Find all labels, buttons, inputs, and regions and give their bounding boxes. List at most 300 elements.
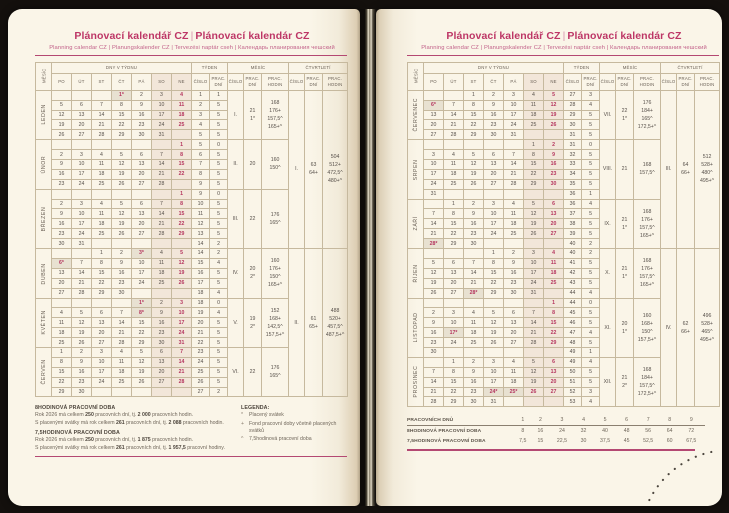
day-cell (524, 189, 544, 199)
value-line: 168 (642, 367, 652, 374)
month-numeral: III. (228, 189, 244, 248)
legend-item (241, 412, 347, 419)
day-cell: 30 (152, 338, 172, 348)
week-workdays: 4 (210, 258, 228, 268)
week-number: 29 (564, 110, 582, 120)
week-workdays: 2 (210, 387, 228, 397)
day-cell: 10 (444, 318, 464, 328)
value-line: 64 (682, 162, 689, 169)
week-number: 17 (192, 278, 210, 288)
week-number: 32 (564, 150, 582, 160)
day-cell: 2 (52, 150, 72, 160)
day-cell: 10 (504, 100, 524, 110)
day-name-header: ÚT (72, 73, 92, 90)
day-cell: 5 (484, 308, 504, 318)
day-cell: 17 (92, 367, 112, 377)
week-number: 21 (192, 328, 210, 338)
day-cell: 7 (92, 100, 112, 110)
mini-value: 2 (533, 415, 549, 426)
legend-text: Fond pracovní doby včetně placených svátků (249, 420, 337, 434)
day-cell: 30 (464, 397, 484, 407)
header-sub-row (408, 73, 720, 90)
day-cell: 31 (504, 130, 524, 140)
day-cell (524, 130, 544, 140)
week-workdays: 5 (210, 278, 228, 288)
day-cell: 6 (544, 357, 564, 367)
day-cell: 13 (444, 268, 464, 278)
value-line: 62 (682, 320, 689, 327)
day-name-header: SO (152, 73, 172, 90)
day-cell: 22 (484, 278, 504, 288)
value-line: 168 (270, 100, 280, 107)
week-number: 40 (564, 239, 582, 249)
day-cell: 6 (444, 258, 464, 268)
week-workdays: 5 (210, 219, 228, 229)
day-cell: 27 (444, 288, 464, 298)
calendar-table-body (36, 90, 348, 397)
month-label: KVĚTEN (36, 298, 52, 347)
day-cell: 11 (92, 160, 112, 170)
week-number: 24 (192, 357, 210, 367)
week-workdays: 5 (582, 169, 600, 179)
day-cell: 10 (484, 367, 504, 377)
day-cell: 16 (484, 110, 504, 120)
week-number: 43 (564, 278, 582, 288)
value-line: 1* (622, 328, 627, 335)
day-cell: 27 (72, 130, 92, 140)
day-cell: 9 (504, 258, 524, 268)
mini-row-label: 7,5HODINOVÁ PRACOVNÍ DOBA (407, 438, 486, 444)
day-cell: 6 (132, 150, 152, 160)
day-name-header: PÁ (504, 73, 524, 90)
day-cell: 17 (424, 169, 444, 179)
day-cell (484, 189, 504, 199)
week-number: 33 (564, 160, 582, 170)
day-cell: 9 (464, 367, 484, 377)
week-workdays: 5 (210, 199, 228, 209)
day-cell: 28 (172, 377, 192, 387)
month-workdays (616, 249, 634, 298)
day-cell: 14 (424, 219, 444, 229)
value-line: 21 (621, 266, 628, 273)
day-cell: 29 (132, 338, 152, 348)
week-workdays: 4 (582, 288, 600, 298)
day-cell: 26 (172, 278, 192, 288)
day-cell: 25 (544, 278, 564, 288)
legend-symbol: * (241, 412, 244, 419)
legend-item (241, 436, 347, 443)
week-number: 49 (564, 347, 582, 357)
day-cell: 30 (52, 239, 72, 249)
day-cell: 26 (524, 229, 544, 239)
day-cell: 12 (524, 367, 544, 377)
day-cell: 7 (464, 258, 484, 268)
title-divider: | (562, 30, 566, 42)
day-cell: 14 (424, 377, 444, 387)
mini-value: 4 (576, 415, 592, 426)
day-cell: 8* (132, 308, 152, 318)
day-cell: 20 (92, 328, 112, 338)
month-numeral: XI. (600, 298, 616, 357)
day-cell: 24 (72, 229, 92, 239)
week-workdays: 5 (582, 219, 600, 229)
value-line: 21 (249, 108, 256, 115)
day-cell: 8 (444, 209, 464, 219)
day-cell: 22 (172, 219, 192, 229)
value-line: 21 (621, 166, 628, 173)
page-subtitle: Planning calendar CZ | Planungskalender CZ | Tervezési naptár cseh | Календарь планирования чешский (421, 44, 707, 51)
month-group-header: MĚSÍC (600, 62, 661, 73)
day-cell (92, 239, 112, 249)
day-cell: 15 (172, 160, 192, 170)
value-line: 2* (622, 383, 627, 390)
day-cell: 28 (524, 338, 544, 348)
week-workdays: 2 (582, 239, 600, 249)
day-cell: 13 (484, 160, 504, 170)
day-cell (92, 140, 112, 150)
mini-value: 72 (688, 428, 695, 435)
day-cell: 2 (112, 249, 132, 259)
week-workdays: 3 (582, 387, 600, 397)
day-cell: 4 (172, 90, 192, 100)
day-name-header: ST (92, 73, 112, 90)
day-cell: 12 (172, 258, 192, 268)
day-name-header: ÚT (444, 73, 464, 90)
month-workdays (244, 140, 262, 189)
week-number: 36 (564, 199, 582, 209)
day-cell (92, 189, 112, 199)
day-cell (112, 239, 132, 249)
day-cell: 8 (112, 100, 132, 110)
stat-header: ČÍSLO (228, 73, 244, 90)
title-divider: | (190, 30, 194, 42)
day-cell: 27 (504, 338, 524, 348)
value-line: 150^ (269, 165, 281, 172)
day-cell: 19 (524, 219, 544, 229)
day-cell: 21 (112, 328, 132, 338)
week-number: 11 (192, 209, 210, 219)
day-cell: 20 (484, 169, 504, 179)
week-number: 40 (564, 249, 582, 259)
value-line: 176+ (641, 266, 653, 273)
value-line: 512+ (329, 162, 341, 169)
value-line: 520+ (329, 315, 341, 322)
month-label: LISTOPAD (408, 298, 424, 357)
day-cell: 30 (112, 288, 132, 298)
day-cell: 4 (504, 357, 524, 367)
day-cell: 11 (524, 100, 544, 110)
day-cell: 3 (444, 308, 464, 318)
week-number: 25 (192, 367, 210, 377)
day-cell: 19 (132, 367, 152, 377)
day-cell: 18 (152, 268, 172, 278)
mini-value: 7 (634, 415, 661, 426)
day-cell: 3 (484, 357, 504, 367)
day-cell: 19 (172, 268, 192, 278)
day-cell: 7 (152, 150, 172, 160)
day-cell: 31 (484, 397, 504, 407)
day-cell: 17 (484, 219, 504, 229)
week-group-header: TÝDEN (192, 62, 228, 73)
value-line: 168 (642, 162, 652, 169)
day-cell: 22 (112, 120, 132, 130)
day-cell (544, 239, 564, 249)
day-cell (424, 357, 444, 367)
month-hours (634, 249, 661, 298)
mini-value: 3 (548, 415, 575, 426)
day-cell: 15 (464, 110, 484, 120)
legend-symbol: + (241, 420, 245, 427)
value-line: 512 (702, 154, 712, 161)
day-cell: 18 (544, 268, 564, 278)
day-cell: 29 (464, 130, 484, 140)
value-line: 157,5+^ (637, 336, 657, 343)
day-cell: 8 (172, 150, 192, 160)
day-cell: 19 (464, 169, 484, 179)
value-line: 160 (270, 258, 280, 265)
day-cell: 14 (92, 110, 112, 120)
day-cell: 9 (424, 318, 444, 328)
day-cell: 18 (112, 367, 132, 377)
week-number: 42 (564, 268, 582, 278)
day-cell (504, 347, 524, 357)
week-workdays: 5 (210, 110, 228, 120)
day-cell: 13 (92, 318, 112, 328)
week-workdays: 0 (210, 140, 228, 150)
mini-value: 45 (623, 438, 630, 445)
day-cell: 19 (112, 219, 132, 229)
page-title (35, 30, 349, 42)
value-line: 165^ (269, 219, 281, 226)
working-time-heading: 7,5HODINOVÁ PRACOVNÍ DOBA (35, 429, 120, 436)
day-cell: 7 (444, 100, 464, 110)
value-line: 176 (270, 365, 280, 372)
day-cell: 30 (504, 288, 524, 298)
day-cell: 10 (92, 357, 112, 367)
week-number: 53 (564, 397, 582, 407)
month-numeral: IX. (600, 199, 616, 248)
day-cell: 4 (112, 347, 132, 357)
stat-header: PRAC. DNÍ (305, 73, 323, 90)
day-cell (172, 239, 192, 249)
day-cell: 10 (424, 160, 444, 170)
day-cell (424, 249, 444, 259)
day-cell: 14 (152, 209, 172, 219)
day-cell: 15 (132, 318, 152, 328)
week-number: 14 (192, 249, 210, 259)
day-cell: 17 (152, 110, 172, 120)
day-cell: 5 (112, 199, 132, 209)
day-cell: 28* (464, 288, 484, 298)
day-cell: 15 (524, 160, 544, 170)
month-hours (262, 189, 289, 248)
day-cell: 15 (484, 268, 504, 278)
day-cell: 2 (424, 308, 444, 318)
week-number: 46 (564, 318, 582, 328)
value-line: 63 (310, 162, 317, 169)
week-number: 52 (564, 387, 582, 397)
day-cell: 7 (112, 308, 132, 318)
day-cell: 13 (132, 160, 152, 170)
mini-value: 37,5 (600, 438, 611, 445)
month-column-header: MĚSÍC (36, 62, 52, 90)
value-line: 1* (622, 274, 627, 281)
day-cell: 23 (112, 278, 132, 288)
day-cell: 17 (132, 268, 152, 278)
day-cell: 4 (444, 150, 464, 160)
day-cell: 3 (524, 249, 544, 259)
day-cell: 1 (52, 347, 72, 357)
value-line: 176+ (641, 216, 653, 223)
day-cell: 29 (444, 239, 464, 249)
day-cell (504, 140, 524, 150)
day-cell: 11 (504, 209, 524, 219)
week-workdays: 5 (210, 120, 228, 130)
day-cell: 20 (132, 219, 152, 229)
day-cell: 24 (444, 338, 464, 348)
value-line: 172,5+^ (637, 124, 657, 131)
value-line: 165^ (269, 373, 281, 380)
week-number: 50 (564, 367, 582, 377)
week-number: 27 (192, 387, 210, 397)
day-cell: 26 (132, 377, 152, 387)
day-cell: 24 (524, 278, 544, 288)
week-number: 44 (564, 298, 582, 308)
day-cell: 22 (52, 377, 72, 387)
mini-value: 5 (591, 415, 618, 426)
day-cell (424, 199, 444, 209)
value-line: 20 (249, 161, 256, 168)
week-number: 4 (192, 120, 210, 130)
day-cell: 16 (504, 268, 524, 278)
value-line: 528+ (701, 320, 713, 327)
week-workdays: 1 (582, 347, 600, 357)
day-cell: 31 (72, 239, 92, 249)
day-cell: 15 (92, 268, 112, 278)
stat-header: PRAC. HODIN (262, 73, 289, 90)
day-cell: 9 (52, 209, 72, 219)
day-cell: 25 (172, 120, 192, 130)
day-cell: 18 (92, 169, 112, 179)
day-cell: 12 (132, 357, 152, 367)
week-workdays: 5 (210, 357, 228, 367)
day-cell: 27 (544, 387, 564, 397)
day-cell: 25 (92, 229, 112, 239)
mini-value: 56 (645, 428, 652, 435)
value-line: 2* (250, 323, 255, 330)
day-cell (72, 140, 92, 150)
page-left-content (35, 9, 349, 457)
day-cell: 23 (132, 120, 152, 130)
day-cell: 14 (524, 318, 544, 328)
value-line: 184+ (641, 375, 653, 382)
week-number: 5 (192, 140, 210, 150)
day-cell: 16 (52, 169, 72, 179)
day-cell: 16 (112, 268, 132, 278)
day-name-header: PÁ (132, 73, 152, 90)
day-cell: 11 (152, 258, 172, 268)
day-cell: 8 (544, 308, 564, 318)
book-spine (360, 9, 376, 506)
day-cell (484, 347, 504, 357)
day-name-header: NE (544, 73, 564, 90)
day-cell: 16 (72, 367, 92, 377)
calendar-table-head (36, 62, 348, 90)
day-name-header: NE (172, 73, 192, 90)
value-line: 157,5+^ (265, 331, 285, 338)
value-line: 472,5^ (327, 170, 343, 177)
day-cell: 21 (172, 367, 192, 377)
week-number: 38 (564, 219, 582, 229)
value-line: 465^ (701, 328, 713, 335)
value-line: 457,5^ (327, 323, 343, 330)
month-numeral: I. (228, 90, 244, 139)
day-cell: 5 (424, 258, 444, 268)
day-cell: 3 (72, 199, 92, 209)
day-cell: 7 (172, 347, 192, 357)
day-cell (444, 189, 464, 199)
day-cell: 27 (424, 130, 444, 140)
week-workdays: 5 (210, 169, 228, 179)
quarter-group-header: ČTVRTLETÍ (661, 62, 720, 73)
week-number: 31 (564, 140, 582, 150)
day-cell: 28 (504, 179, 524, 189)
day-cell: 18 (504, 219, 524, 229)
days-of-week-group-header: DNY V TÝDNU (424, 62, 564, 73)
day-cell: 2 (464, 199, 484, 209)
week-workdays: 5 (210, 179, 228, 189)
header-group-row (36, 62, 348, 73)
day-cell: 22 (464, 120, 484, 130)
day-cell (444, 298, 464, 308)
day-cell: 27 (544, 229, 564, 239)
day-cell: 16 (544, 160, 564, 170)
month-label: PROSINEC (408, 357, 424, 406)
week-workdays: 5 (210, 318, 228, 328)
week-number: 36 (564, 189, 582, 199)
value-line: 64+ (309, 170, 318, 177)
week-workdays: 5 (210, 130, 228, 140)
value-line: 1* (250, 116, 255, 123)
quarter-hours (323, 249, 348, 397)
day-name-header: ČT (484, 73, 504, 90)
day-cell: 18 (464, 328, 484, 338)
week-number: 19 (192, 308, 210, 318)
day-cell: 10 (72, 160, 92, 170)
day-cell: 21 (72, 278, 92, 288)
value-line: 157,5^ (639, 383, 655, 390)
day-cell (92, 387, 112, 397)
quarter-hours (695, 249, 720, 407)
page-title (407, 30, 721, 42)
day-cell: 2 (152, 298, 172, 308)
stat-header: ČÍSLO (289, 73, 305, 90)
stat-header: PRAC. DNÍ (244, 73, 262, 90)
title-slovak: Plánovací kalendár CZ (567, 30, 682, 42)
day-cell: 7 (424, 367, 444, 377)
week-workdays: 5 (582, 268, 600, 278)
working-time-notes (35, 402, 347, 452)
month-label: ÚNOR (36, 140, 52, 189)
day-cell: 1 (524, 140, 544, 150)
day-cell: 28 (72, 288, 92, 298)
week-number: 37 (564, 209, 582, 219)
stat-header: PRAC. HODIN (695, 73, 720, 90)
week-workdays: 5 (210, 367, 228, 377)
mini-value: 52,5 (643, 438, 654, 445)
value-line: 61 (310, 315, 317, 322)
value-line: 150^ (641, 328, 653, 335)
